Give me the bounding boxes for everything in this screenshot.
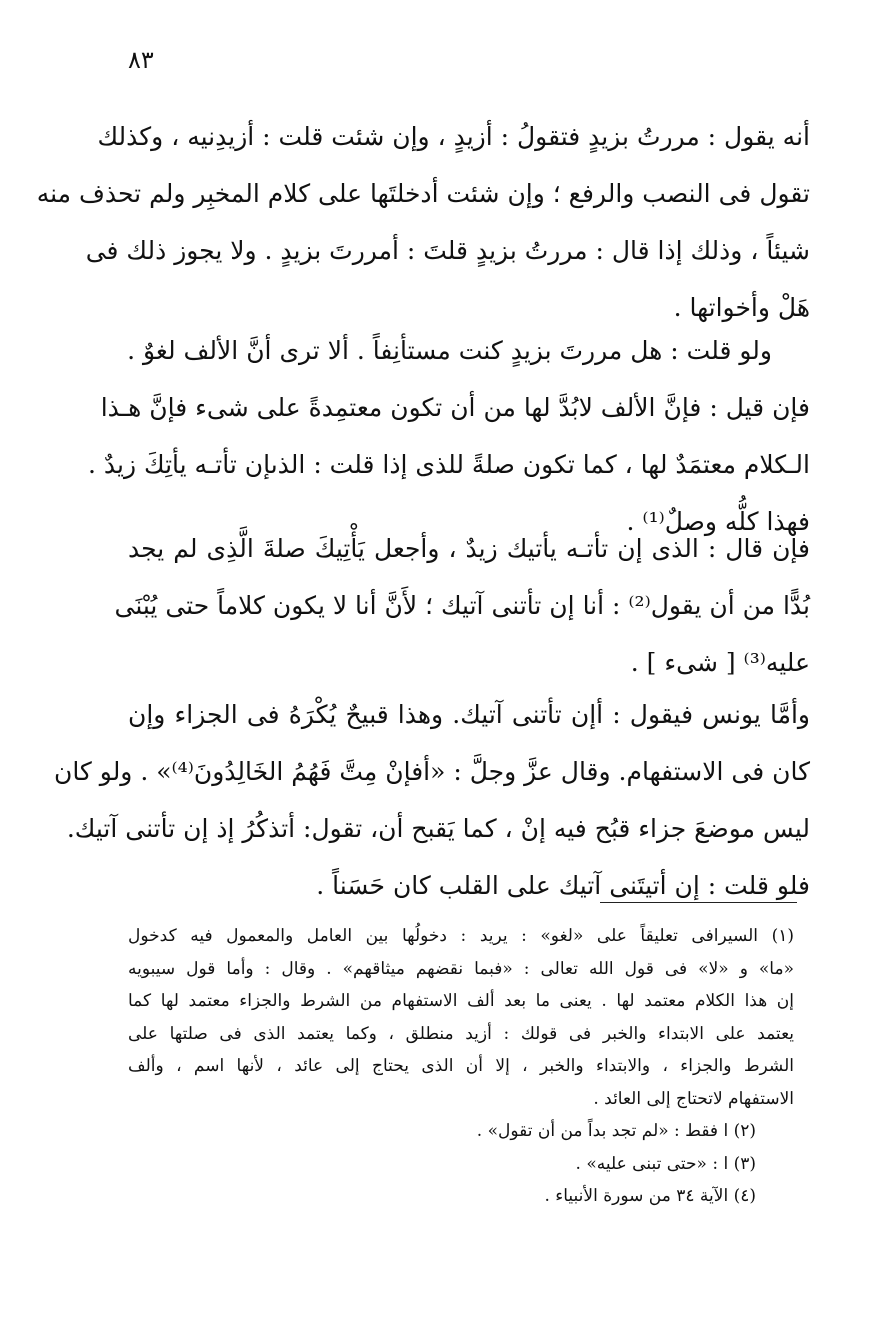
paragraph-3 — [114, 520, 810, 691]
footnote-line: (٣) ا : «حتى تبنى عليه» . — [575, 1153, 756, 1174]
page-number: ٨٣ — [128, 46, 154, 74]
text-line: وأمَّا يونس فيقول : أإن تأتنى آتيك. وهذا قبيحٌ يُكْرَهُ فى الجزاء وإن — [128, 700, 810, 729]
text-line: فإن قال : الذى إن تأتـه يأتيك زيدٌ ، وأجعل يَأْتِيكَ صلةَ الَّذِى لم يجد — [128, 534, 810, 563]
footnote-line: الاستفهام لاتحتاج إلى العائد . — [593, 1088, 794, 1109]
text-line: شيئاً ، وذلك إذا قال : مررتُ بزيدٍ قلتَ : أمررتَ بزيدٍ . ولا يجوز ذلك فى — [85, 236, 810, 265]
text-line: هَلْ وأخواتها . — [673, 293, 810, 322]
footnote-3 — [128, 1148, 794, 1181]
footnote-line: الشرط والجزاء ، والابتداء والخبر ، إلا أن الذى يحتاج إلى عائد ، لأنها اسم ، وألف — [128, 1056, 794, 1076]
footnote-line: (١) السيرافى تعليقاً على «لغو» : يريد : دخولُها بين العامل والمعمول فيه كدخول — [128, 926, 794, 946]
footnote-line: يعتمد على الابتداء والخبر فى قولك : أزيد منطلق ، وكما يعتمد الذى فى صلتها على — [128, 1023, 794, 1044]
text-line: ليس موضعَ جزاء قبُح فيه إنْ ، كما يَقبح أن، تقول: أتذكُرُ إذ إن تأتنى آتيك. — [66, 814, 810, 843]
paragraph-2 — [88, 322, 810, 550]
text-line: فإن قيل : فإنَّ الألف لابُدَّ لها من أن تكون معتمِدةً على شىء فإنَّ هـذا — [100, 393, 810, 422]
text-line: كان فى الاستفهام. وقال عزَّ وجلَّ : «أفإنْ مِتَّ فَهُمُ الخَالِدُونَ⁽⁴⁾» . ولو كان — [53, 757, 810, 786]
text-line: أنه يقول : مررتُ بزيدٍ فتقولُ : أزيدٍ ، وإن شئت قلت : أزيدِنيه ، وكذلك — [97, 122, 810, 151]
footnote-1 — [128, 920, 794, 1115]
text-line: ولو قلت : هل مررتَ بزيدٍ كنت مستأنِفاً . ألا ترى أنَّ الألف لغوٌ . — [127, 336, 772, 365]
text-line: فهذا كلُّه وصلٌ⁽¹⁾ . — [626, 507, 810, 536]
footnote-2 — [128, 1115, 794, 1148]
footnote-line: «ما» و «لا» فى قول الله تعالى : «فبما نقضهم ميثاقهم» . وقال : وأما قول سيبويه — [128, 958, 794, 979]
text-line: الـكلام معتمَدٌ لها ، كما تكون صلةً للذى إذا قلت : الذىإن تأتـه يأتِكَ زيدٌ . — [88, 450, 810, 479]
text-line: عليه⁽³⁾ [ شىء ] . — [630, 648, 810, 677]
footnote-divider — [600, 902, 797, 903]
text-line: فلو قلت : إن أتيتَنى آتيك على القلب كان حَسَناً . — [316, 871, 810, 900]
paragraph-1 — [36, 108, 810, 336]
footnote-line: إن هذا الكلام معتمد لها . يعنى ما بعد ألف الاستفهام من الشرط والجزاء معتمد لها كما — [128, 991, 794, 1011]
footnote-line: (٤) الآية ٣٤ من سورة الأنبياء . — [544, 1186, 756, 1206]
footnote-4 — [128, 1180, 794, 1213]
text-line: بُدًّا من أن يقول⁽²⁾ : أنا إن تأتنى آتيك ؛ لأَنَّ أنا لا يكون كلاماً حتى يُبْنَى — [114, 591, 810, 620]
paragraph-4 — [53, 686, 810, 914]
footnotes — [128, 920, 794, 1213]
text-line: تقول فى النصب والرفع ؛ وإن شئت أدخلتَها على كلام المخبِر ولم تحذف منه — [36, 179, 810, 208]
footnote-line: (٢) ا فقط : «لم تجد بداً من أن تقول» . — [476, 1121, 756, 1141]
